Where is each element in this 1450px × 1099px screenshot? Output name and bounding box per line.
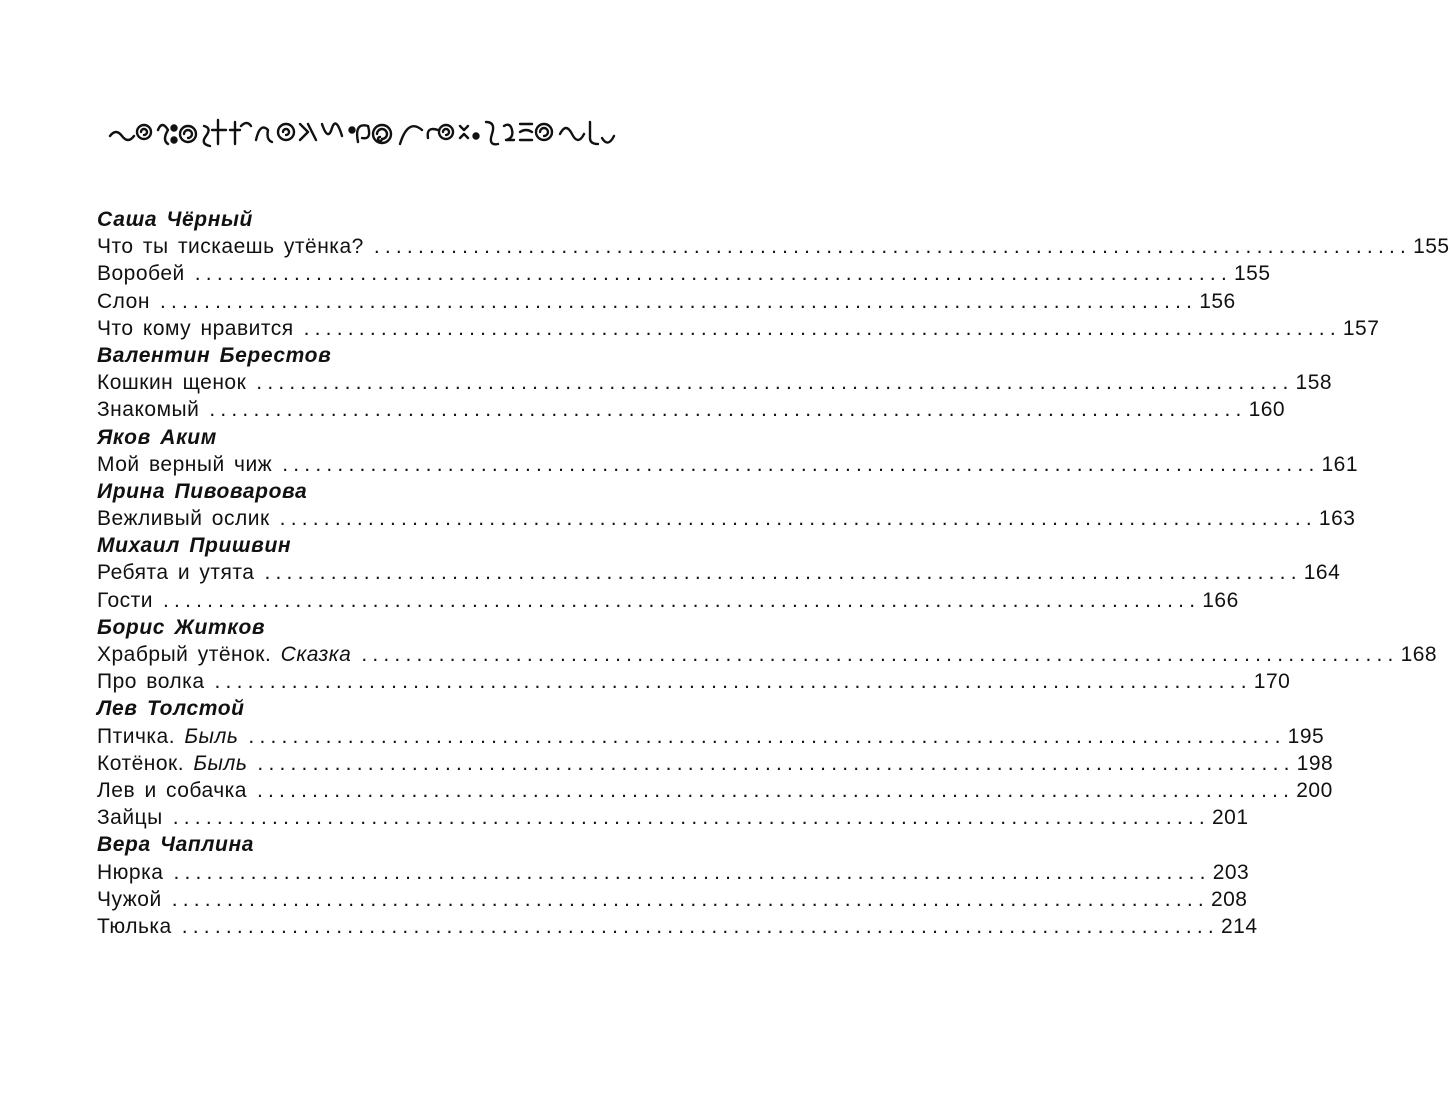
entry-title: Мой верный чиж	[97, 452, 273, 476]
author-section	[97, 206, 1450, 342]
page-number: 200	[1296, 778, 1333, 802]
entry-title: Вежливый ослик	[97, 507, 270, 531]
page-number: 166	[1202, 588, 1239, 612]
toc-entry[interactable]	[97, 315, 1380, 342]
page-number: 161	[1321, 452, 1359, 476]
table-of-contents	[97, 206, 1450, 940]
author-section	[97, 342, 1333, 424]
toc-entry[interactable]	[97, 913, 1258, 940]
toc-entry[interactable]	[97, 505, 1356, 532]
toc-entry[interactable]	[97, 396, 1286, 423]
dot-leader: ..............................................................................................	[257, 751, 1295, 775]
dot-leader: ..............................................................................................	[209, 398, 1247, 422]
entry-subtitle: Быль	[184, 724, 239, 748]
toc-entry[interactable]	[97, 559, 1341, 586]
toc-entry[interactable]	[97, 723, 1325, 750]
dot-leader: ..............................................................................................	[248, 724, 1286, 748]
author-section	[97, 532, 1341, 614]
entry-title: Лев и собачка	[97, 778, 247, 802]
dot-leader: ..............................................................................................	[173, 860, 1211, 884]
dot-leader: ..............................................................................................	[181, 914, 1219, 938]
entry-title: Зайцы	[97, 806, 163, 830]
page-number: 201	[1211, 806, 1249, 830]
toc-entry[interactable]	[97, 777, 1333, 804]
entry-title: Гости	[97, 588, 153, 612]
page-number: 160	[1248, 398, 1286, 422]
toc-entry[interactable]	[97, 288, 1236, 315]
entry-title: Про волка	[97, 670, 205, 694]
dot-leader: ..............................................................................................	[163, 588, 1201, 612]
author-section	[97, 478, 1356, 532]
entry-title: Слон	[97, 289, 150, 313]
entry-title: Птичка. Быль	[97, 724, 239, 748]
dot-leader: ..............................................................................................	[303, 316, 1341, 340]
entry-subtitle: Сказка	[280, 643, 352, 666]
page-number: 203	[1212, 860, 1250, 884]
dot-leader: ..............................................................................................	[159, 289, 1198, 313]
author-heading: Вера Чаплина	[97, 833, 255, 857]
author-section	[97, 695, 1334, 831]
decorative-ornament-icon	[108, 112, 616, 152]
entry-title: Воробей	[97, 262, 185, 286]
page-number: 214	[1220, 914, 1258, 938]
page-number: 168	[1400, 643, 1438, 666]
entry-title: Кошкин щенок	[97, 371, 247, 395]
toc-entry[interactable]	[97, 587, 1239, 614]
toc-entry[interactable]	[97, 641, 1438, 668]
author-heading: Михаил Пришвин	[97, 534, 292, 558]
page-number: 164	[1303, 561, 1341, 585]
author-heading: Ирина Пивоварова	[97, 479, 308, 503]
entry-title: Чужой	[97, 887, 162, 911]
toc-entry[interactable]	[97, 233, 1450, 260]
dot-leader: ..............................................................................................	[256, 778, 1295, 802]
toc-entry[interactable]	[97, 886, 1248, 913]
dot-leader: ..............................................................................................	[279, 507, 1317, 531]
page-number: 155	[1234, 262, 1271, 286]
dot-leader: ..............................................................................................	[171, 887, 1209, 911]
author-heading: Яков Аким	[97, 425, 217, 449]
page-number: 195	[1287, 724, 1325, 748]
toc-entry[interactable]	[97, 369, 1333, 396]
dot-leader: ..............................................................................................	[264, 561, 1302, 585]
entry-subtitle: Быль	[193, 751, 248, 775]
entry-title: Что кому нравится	[97, 316, 294, 340]
author-section	[97, 614, 1438, 696]
entry-title: Храбрый утёнок. Сказка	[97, 643, 352, 666]
entry-title: Ребята и утята	[97, 561, 255, 585]
page-number: 155	[1413, 235, 1450, 259]
toc-entry[interactable]	[97, 668, 1291, 695]
entry-title: Тюлька	[97, 914, 172, 938]
page-number: 156	[1199, 289, 1236, 313]
author-heading: Валентин Берестов	[97, 343, 332, 367]
toc-entry[interactable]	[97, 750, 1334, 777]
dot-leader: ..............................................................................................	[172, 806, 1210, 830]
author-heading: Саша Чёрный	[97, 208, 253, 231]
author-heading: Лев Толстой	[97, 697, 245, 721]
author-section	[97, 831, 1258, 940]
entry-title: Знакомый	[97, 398, 200, 422]
dot-leader: ..............................................................................................	[214, 670, 1252, 694]
toc-entry[interactable]	[97, 804, 1249, 831]
author-heading: Борис Житков	[97, 615, 266, 639]
dot-leader: ..............................................................................................	[361, 643, 1399, 666]
dot-leader: ..............................................................................................	[373, 235, 1412, 259]
dot-leader: ..............................................................................................	[256, 371, 1294, 395]
dot-leader: ..............................................................................................	[282, 452, 1320, 476]
dot-leader: ..............................................................................................	[194, 262, 1232, 286]
page-number: 208	[1210, 887, 1248, 911]
page-number: 157	[1342, 316, 1380, 340]
entry-title: Нюрка	[97, 860, 164, 884]
entry-title: Что ты тискаешь утёнка?	[97, 235, 364, 259]
toc-entry[interactable]	[97, 859, 1250, 886]
page-number: 163	[1318, 507, 1356, 531]
author-section	[97, 424, 1359, 478]
page-number: 170	[1253, 670, 1291, 694]
toc-entry[interactable]	[97, 451, 1359, 478]
toc-entry[interactable]	[97, 260, 1271, 287]
page-number: 198	[1296, 751, 1334, 775]
entry-title: Котёнок. Быль	[97, 751, 248, 775]
page-number: 158	[1295, 371, 1333, 395]
